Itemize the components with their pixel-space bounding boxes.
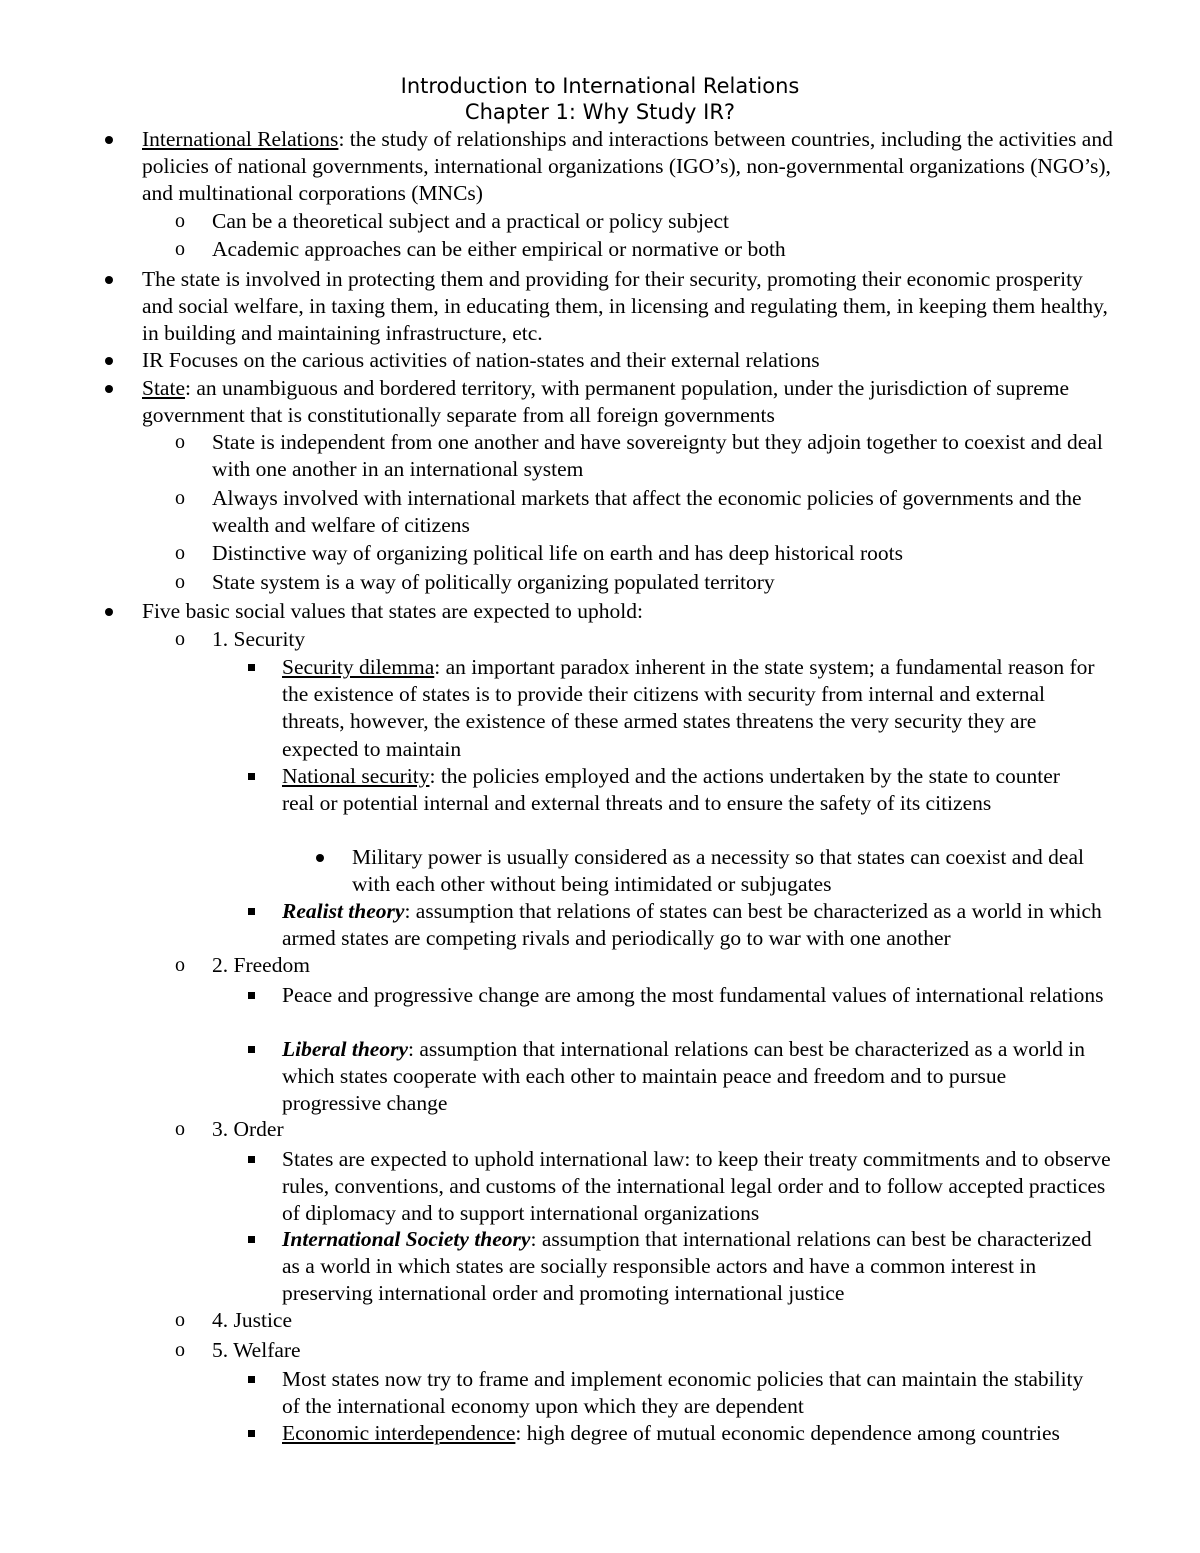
bullet-circle-icon: o	[175, 210, 185, 232]
list-item-text: Always involved with international markets that affect the economic policies of governments and the wealth and welfare of citizens	[212, 486, 1082, 538]
list-item	[352, 844, 1117, 898]
list-item	[142, 375, 1112, 429]
bullet-square-icon	[248, 773, 255, 780]
term-security-dilemma: Security dilemma	[282, 655, 435, 679]
list-item-text: 4. Justice	[212, 1308, 293, 1332]
term-international-society-theory: International Society theory	[282, 1227, 531, 1251]
bullet-circle-icon: o	[175, 238, 185, 260]
list-item-text: State system is a way of politically organizing populated territory	[212, 570, 775, 594]
bullet-square-icon	[248, 1376, 255, 1383]
term-national-security: National security	[282, 764, 430, 788]
list-item-text: 1. Security	[212, 627, 306, 651]
list-item-text: : an important paradox inherent in the state system; a fundamental reason for the existence of states is to provide their citizens with security from internal and external threats, however, the existence of these armed states threatens the very security they are expected to maintain	[282, 655, 1095, 761]
list-item-text: : assumption that international relations can best be characterized as a world in which states cooperate with each other to maintain peace and freedom and to pursue progressive change	[282, 1037, 1086, 1116]
document-title: Introduction to International Relations	[400, 74, 800, 98]
list-item	[175, 236, 1132, 263]
bullet-square-icon	[248, 1236, 255, 1243]
bullet-square-icon	[248, 664, 255, 671]
term-economic-interdependence: Economic interdependence	[282, 1421, 516, 1445]
list-item	[142, 266, 1112, 348]
list-item-text: Military power is usually considered as a necessity so that states can coexist and deal with each other without being intimidated or subjugates	[352, 845, 1084, 897]
list-item-text: Most states now try to frame and implement economic policies that can maintain the stability of the international economy upon which they are dependent	[282, 1367, 1084, 1419]
list-item	[282, 1036, 1107, 1118]
term-liberal-theory: Liberal theory	[282, 1037, 408, 1061]
list-item	[142, 598, 1132, 625]
bullet-square-icon	[248, 908, 255, 915]
list-item	[282, 982, 1107, 1009]
list-item	[282, 1226, 1102, 1308]
list-item	[282, 898, 1127, 952]
bullet-circle-icon: o	[175, 571, 185, 593]
bullet-circle-icon: o	[175, 487, 185, 509]
list-item-text: The state is involved in protecting them and providing for their security, promoting their economic prosperity and social welfare, in taxing them, in educating them, in licensing and regulating them, in keeping them healthy, in building and maintaining infrastructure, etc.	[142, 267, 1108, 346]
list-item-text: : an unambiguous and bordered territory, with permanent population, under the jurisdiction of supreme government that is constitutionally separate from all foreign governments	[142, 376, 1070, 428]
bullet-square-icon	[248, 1156, 255, 1163]
list-item-text: States are expected to uphold international law: to keep their treaty commitments and to observe rules, conventions, and customs of the international legal order and to follow accepted practices of diplomacy and to support international organizations	[282, 1147, 1111, 1226]
list-item-text: : the policies employed and the actions undertaken by the state to counter real or potential internal and external threats and to ensure the safety of its citizens	[282, 764, 1060, 816]
bullet-dot-icon	[105, 276, 113, 284]
list-item-text: : assumption that international relations can best be characterized as a world in which states are socially responsible actors and have a common interest in preserving international order and promoting international justice	[282, 1227, 1092, 1306]
bullet-circle-icon: o	[175, 1309, 185, 1331]
list-item	[282, 1146, 1122, 1228]
list-item-text: : high degree of mutual economic dependence among countries	[515, 1421, 1060, 1445]
list-item-text: 2. Freedom	[212, 953, 310, 977]
bullet-square-icon	[248, 1046, 255, 1053]
term-international-relations: International Relations	[142, 127, 339, 151]
list-item-text: : assumption that relations of states can best be characterized as a world in which armed states are competing rivals and periodically go to war with one another	[282, 899, 1102, 951]
bullet-square-icon	[248, 992, 255, 999]
bullet-dot-icon	[316, 854, 324, 862]
bullet-dot-icon	[105, 357, 113, 365]
list-item	[282, 763, 1082, 817]
list-item	[175, 429, 1117, 483]
list-item	[175, 626, 1132, 653]
list-item	[175, 952, 1132, 979]
list-item	[175, 485, 1137, 539]
list-item	[142, 126, 1132, 208]
bullet-circle-icon: o	[175, 542, 185, 564]
list-item	[175, 1307, 1132, 1334]
term-realist-theory: Realist theory	[282, 899, 405, 923]
list-item	[175, 569, 1137, 596]
bullet-square-icon	[248, 1430, 255, 1437]
list-item-text: State is independent from one another and have sovereignty but they adjoin together to coexist and deal with one another in an international system	[212, 430, 1103, 482]
bullet-circle-icon: o	[175, 954, 185, 976]
list-item-text: 3. Order	[212, 1117, 284, 1141]
bullet-dot-icon	[105, 608, 113, 616]
list-item	[175, 1116, 1132, 1143]
list-item-text: Distinctive way of organizing political life on earth and has deep historical roots	[212, 541, 903, 565]
bullet-circle-icon: o	[175, 1339, 185, 1361]
list-item	[282, 654, 1112, 763]
bullet-dot-icon	[105, 136, 113, 144]
list-item-text: 5. Welfare	[212, 1338, 301, 1362]
list-item	[175, 1337, 1132, 1364]
list-item	[142, 347, 1132, 374]
term-state: State	[142, 376, 185, 400]
bullet-circle-icon: o	[175, 431, 185, 453]
list-item-text: Can be a theoretical subject and a practical or policy subject	[212, 209, 729, 233]
bullet-circle-icon: o	[175, 628, 185, 650]
list-item	[282, 1420, 1072, 1447]
list-item	[282, 1366, 1097, 1420]
list-item-text: Five basic social values that states are expected to uphold:	[142, 599, 643, 623]
chapter-title: Chapter 1: Why Study IR?	[464, 100, 736, 124]
bullet-circle-icon: o	[175, 1118, 185, 1140]
list-item	[175, 540, 1137, 567]
list-item	[175, 208, 1132, 235]
list-item-text: Academic approaches can be either empirical or normative or both	[212, 237, 786, 261]
bullet-dot-icon	[105, 385, 113, 393]
list-item-text: IR Focuses on the carious activities of nation-states and their external relations	[142, 348, 820, 372]
list-item-text: : the study of relationships and interactions between countries, including the activities and policies of national governments, international organizations (IGO’s), non-governmental organizations (NGO’s), and multinational corporations (MNCs)	[142, 127, 1113, 206]
list-item-text: Peace and progressive change are among the most fundamental values of international relations	[282, 983, 1104, 1007]
